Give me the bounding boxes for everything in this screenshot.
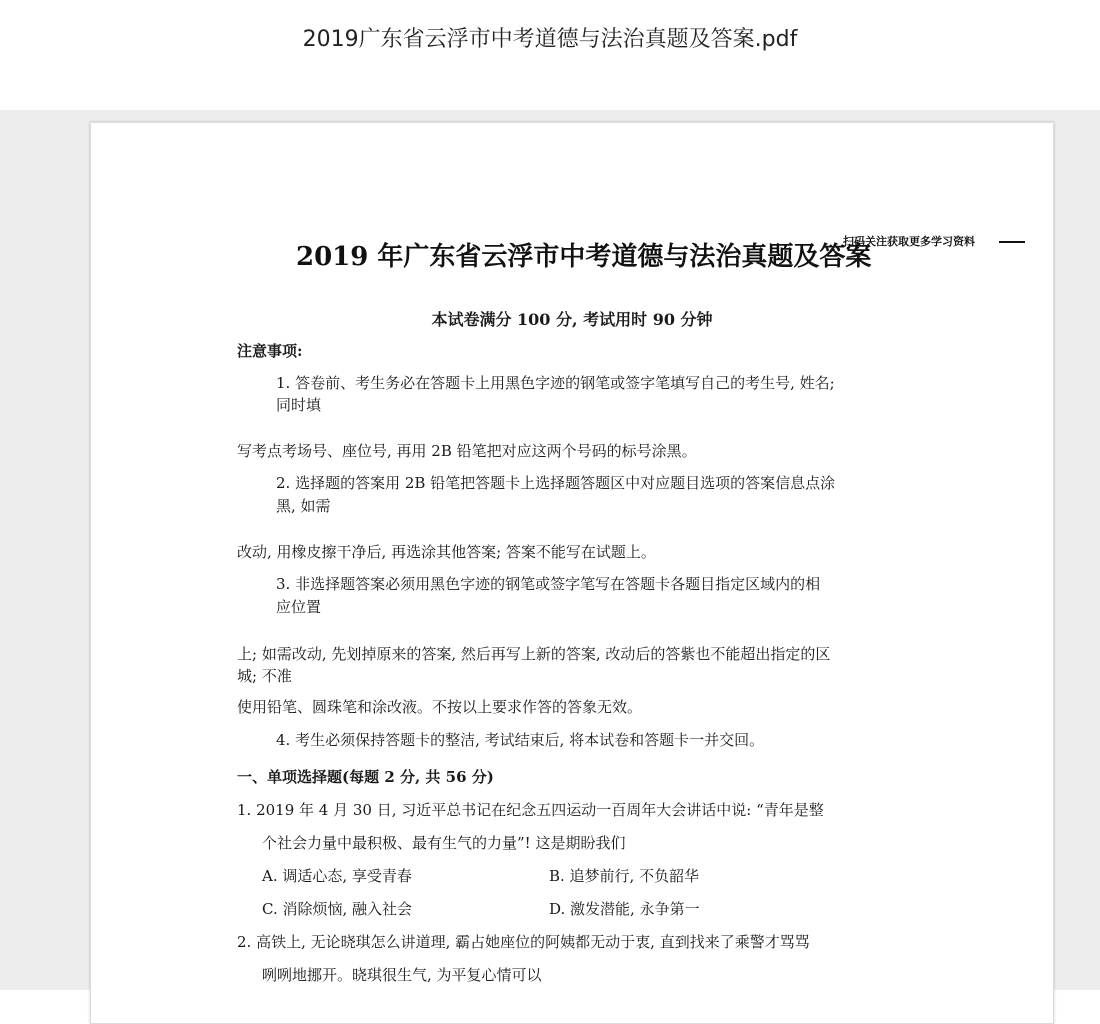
notice-heading: 注意事项: [237, 342, 303, 360]
note-1-line-1: 1. 答卷前、考生务必在答题卡上用黑色字迹的钢笔或签字笔填写自己的考生号, 姓名; [276, 374, 835, 392]
note-2-line-3: 改动, 用橡皮擦干净后, 再选涂其他答案; 答案不能写在试题上。 [237, 543, 656, 561]
note-3-line-3: 上; 如需改动, 先划掉原来的答案, 然后再写上新的答案, 改动后的答紫也不能超出指定的区 [237, 645, 831, 663]
note-3-line-1: 3. 非选择题答案必须用黑色字迹的钢笔或签字笔写在答题卡各题目指定区域内的相 [276, 575, 821, 593]
note-4: 4. 考生必须保持答题卡的整洁, 考试结束后, 将本试卷和答题卡一并交回。 [276, 731, 765, 749]
note-2-line-2: 黑, 如需 [276, 497, 331, 515]
question-1-option-b: B. 追梦前行, 不负韶华 [549, 867, 700, 885]
question-2-line-1: 2. 高铁上, 无论晓琪怎么讲道理, 霸占她座位的阿姨都无动于衷, 直到找来了乘警才骂骂 [237, 933, 810, 951]
question-1-line-2: 个社会力量中最积极、最有生气的力量”! 这是期盼我们 [262, 834, 626, 852]
document-viewer[interactable] [0, 110, 1100, 990]
pdf-page [90, 122, 1054, 1024]
question-2-line-2: 咧咧地挪开。晓琪很生气, 为平复心情可以 [262, 966, 542, 984]
question-1-option-d: D. 激发潜能, 永争第一 [549, 900, 700, 918]
section-1-heading: 一、单项选择题(每题 2 分, 共 56 分) [237, 768, 494, 786]
question-1-option-c: C. 消除烦恼, 融入社会 [262, 900, 413, 918]
exam-subtitle: 本试卷满分 100 分, 考试用时 90 分钟 [431, 310, 713, 329]
note-1-line-2: 同时填 [276, 396, 322, 414]
note-2-line-1: 2. 选择题的答案用 2B 铅笔把答题卡上选择题答题区中对应题目选项的答案信息点涂 [276, 474, 836, 492]
file-header [0, 0, 1100, 110]
qr-note: 扫码关注获取更多学习资料 [843, 235, 975, 248]
note-1-line-3: 写考点考场号、座位号, 再用 2B 铅笔把对应这两个号码的标号涂黑。 [237, 442, 697, 460]
note-3-line-2: 应位置 [276, 598, 322, 616]
question-1-line-1: 1. 2019 年 4 月 30 日, 习近平总书记在纪念五四运动一百周年大会讲话中说: “青年是整 [237, 801, 824, 819]
file-title: 2019广东省云浮市中考道德与法治真题及答案.pdf [302, 27, 798, 52]
note-3-line-5: 使用铅笔、圆珠笔和涂改液。不按以上要求作答的答象无效。 [237, 698, 643, 716]
note-3-line-4: 城; 不准 [237, 667, 292, 685]
qr-note-dash [999, 241, 1025, 243]
question-1-option-a: A. 调适心态, 享受青春 [262, 867, 412, 885]
document-title: 2019 年广东省云浮市中考道德与法治真题及答案 [296, 242, 872, 272]
